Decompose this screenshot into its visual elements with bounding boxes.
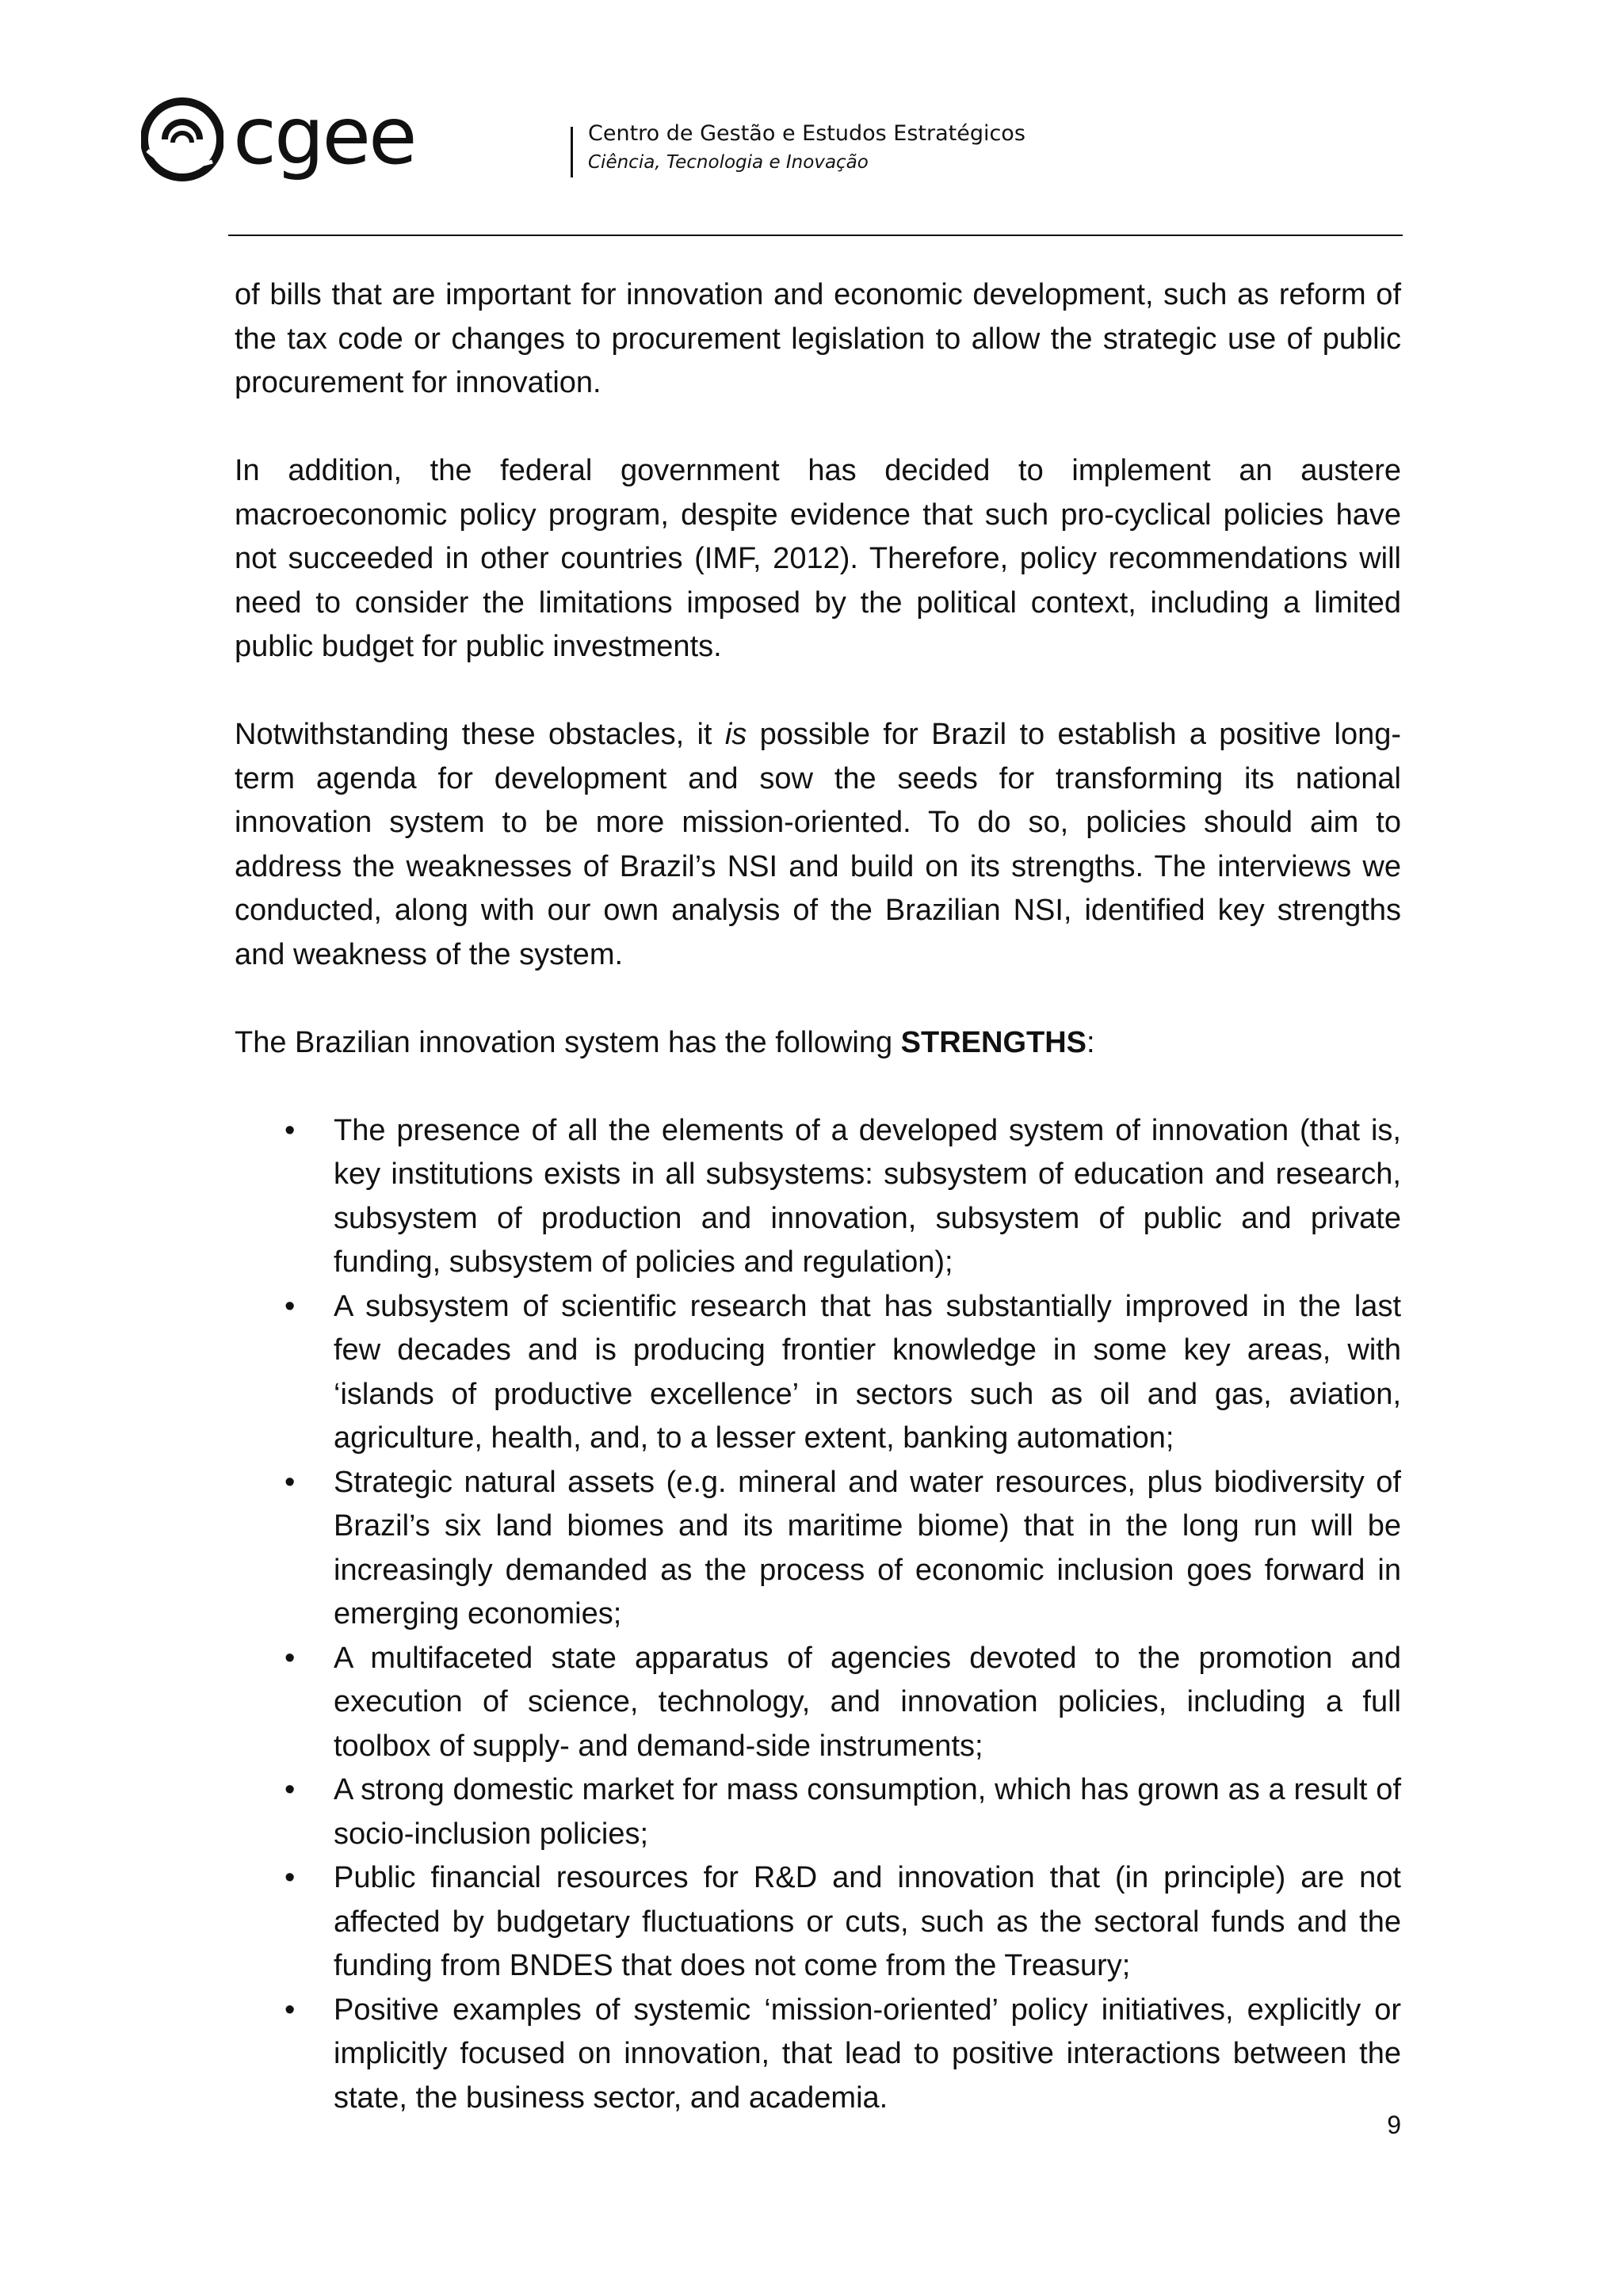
organization-name: Centro de Gestão e Estudos Estratégicos <box>588 121 1025 146</box>
list-item-text: A strong domestic market for mass consumption, which has grown as a result of socio-inclusion policies; <box>334 1773 1401 1851</box>
logo-separator <box>571 127 573 177</box>
paragraph-3-end: possible for Brazil to establish a positive long-term agenda for development and sow the seeds for transforming its national innovation system to be more mission-oriented. To do so, policies should aim to address the weaknesses of Brazil’s NSI and build on its strengths. The interviews we conducted, along with our own analysis of the Brazilian NSI, identified key strengths and weakness of the system. <box>235 718 1401 971</box>
strengths-intro-text: The Brazilian innovation system has the following <box>235 1025 901 1059</box>
emphasis-is: is <box>724 718 747 751</box>
organization-tagline: Ciência, Tecnologia e Inovação <box>588 152 869 173</box>
list-item <box>235 1989 1401 2121</box>
list-item-text: Strategic natural assets (e.g. mineral and water resources, plus biodiversity of Brazil’s six land biomes and its maritime biome) that in the long run will be increasingly demanded as the process of economic inclusion goes forward in emerging economies; <box>334 1465 1401 1630</box>
strengths-intro <box>235 1021 1401 1066</box>
bullet-icon: • <box>285 1289 296 1323</box>
bullet-icon: • <box>285 1641 296 1675</box>
list-item-text: The presence of all the elements of a developed system of innovation (that is, key institutions exists in all subsystems: subsystem of education and research, subsystem of production and innovation, subsystem of public and private funding, subsystem of policies and regulation); <box>334 1113 1401 1279</box>
bullet-icon: • <box>285 1993 296 2027</box>
bullet-icon: • <box>285 1465 296 1499</box>
page-header <box>141 90 1025 198</box>
list-item <box>235 1285 1401 1461</box>
paragraph-1: of bills that are important for innovation and economic development, such as reform of the tax code or changes to procurement legislation to allow the strategic use of public procurement for innovation. <box>235 278 1401 399</box>
strengths-intro-colon: : <box>1086 1025 1095 1059</box>
document-body <box>235 273 1401 2120</box>
logo-wordmark: cgee <box>233 90 415 182</box>
strengths-list <box>235 1109 1401 2121</box>
list-item <box>235 1461 1401 1637</box>
list-item-text: A subsystem of scientific research that has substantially improved in the last few decades and is producing frontier knowledge in some key areas, with ‘islands of productive excellence’ in sectors such as oil and gas, aviation, agriculture, health, and, to a lesser extent, banking automation; <box>334 1289 1401 1455</box>
list-item <box>235 1768 1401 1856</box>
list-item-text: A multifaceted state apparatus of agencies devoted to the promotion and execution of science, technology, and innovation policies, including a full toolbox of supply- and demand-side instruments; <box>334 1641 1401 1763</box>
paragraph-3 <box>235 713 1401 977</box>
strengths-heading: STRENGTHS <box>900 1025 1087 1059</box>
paragraph-2: In addition, the federal government has decided to implement an austere macroeconomic policy program, despite evidence that such pro-cyclical policies have not succeeded in other countries (IMF, 2012). Therefore, policy recommendations will need to consider the limitations imposed by the political context, including a limited public budget for public investments. <box>235 454 1401 663</box>
list-item-text: Public financial resources for R&D and innovation that (in principle) are not affected by budgetary fluctuations or cuts, such as the sectoral funds and the funding from BNDES that does not come from the Treasury; <box>334 1861 1401 1982</box>
bullet-icon: • <box>285 1861 296 1894</box>
header-divider <box>228 235 1403 236</box>
list-item <box>235 1856 1401 1989</box>
bullet-icon: • <box>285 1113 296 1147</box>
paragraph-3-start: Notwithstanding these obstacles, it <box>235 718 725 751</box>
page-number: 9 <box>1387 2111 1401 2139</box>
swirl-logo-icon <box>141 95 223 184</box>
list-item <box>235 1637 1401 1769</box>
list-item <box>235 1109 1401 1285</box>
bullet-icon: • <box>285 1773 296 1806</box>
list-item-text: Positive examples of systemic ‘mission-oriented’ policy initiatives, explicitly or implicitly focused on innovation, that lead to positive interactions between the state, the business sector, and academia. <box>334 1993 1401 2115</box>
